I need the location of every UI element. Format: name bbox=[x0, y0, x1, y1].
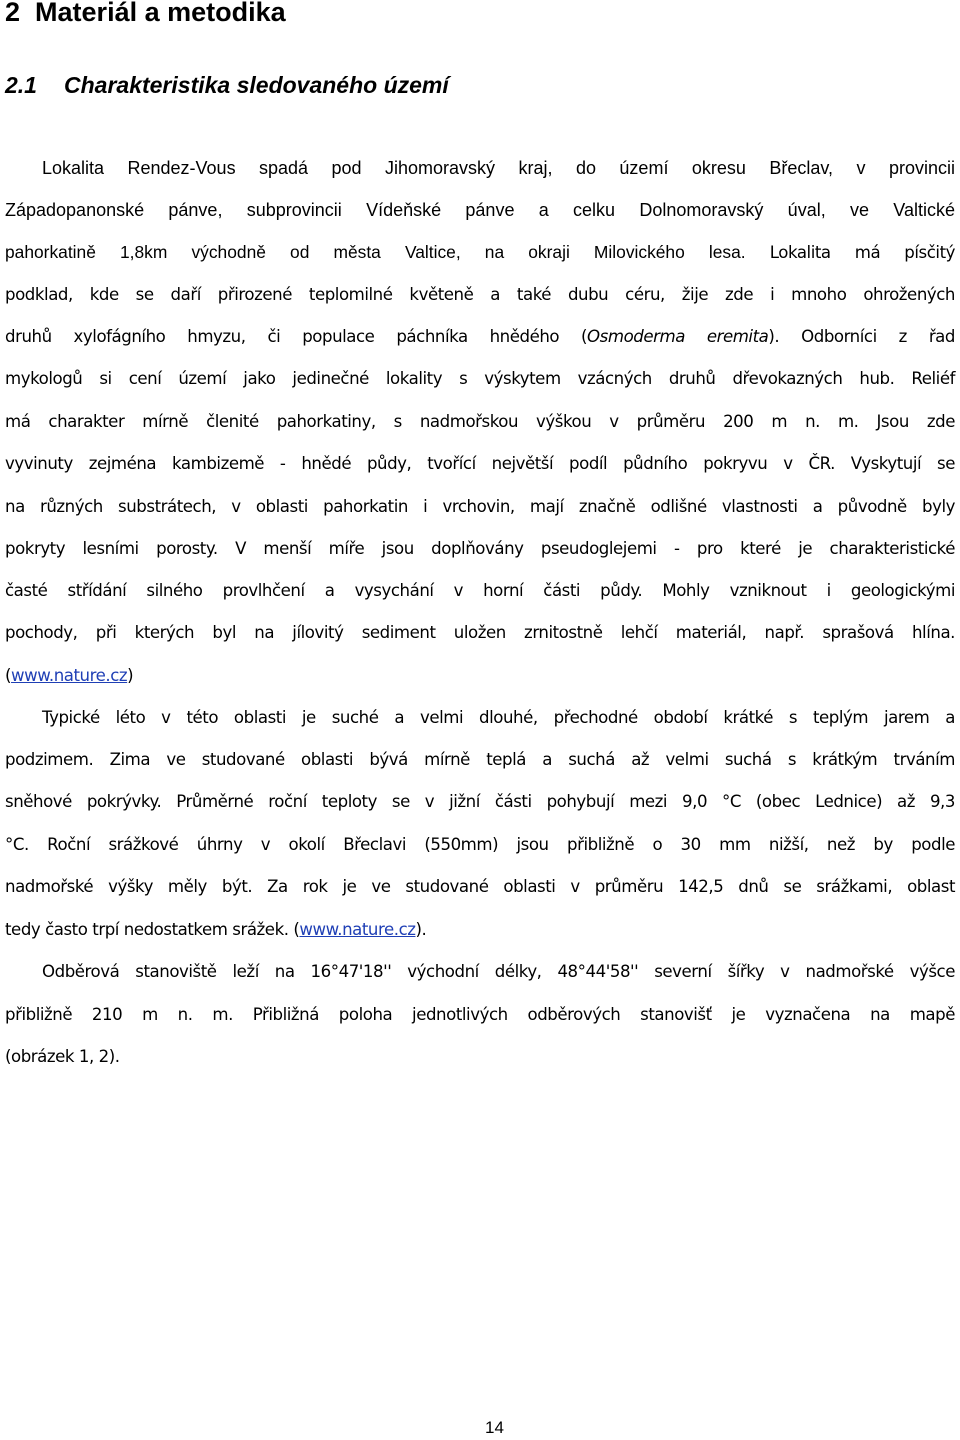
paragraph-1-line-3: pahorkatině 1,8km východně od města Valtice, na okraji Milovického lesa. Lokalita má písčitý bbox=[5, 242, 955, 262]
section-title: Charakteristika sledovaného území bbox=[64, 72, 449, 98]
paragraph-1-line-5: druhů xylofágního hmyzu, či populace páchníka hnědého (Osmoderma eremita). Odborníci z řad bbox=[5, 327, 955, 346]
paragraph-1-source: (www.nature.cz) bbox=[5, 666, 134, 685]
paragraph-1-line-11: časté střídání silného provlhčení a vysychání v horní části půdy. Mohly vzniknout i geologickými bbox=[5, 581, 955, 600]
paragraph-1-line-2: Západopanonské pánve, subprovincii Vídeňské pánve a celku Dolnomoravský úval, ve Valtické bbox=[5, 200, 955, 220]
source-link[interactable]: www.nature.cz bbox=[11, 666, 128, 685]
paragraph-3-line-3: (obrázek 1, 2). bbox=[5, 1047, 120, 1066]
paragraph-2-line-3: sněhové pokrývky. Průměrné roční teploty se v jižní části pohybují mezi 9,0 °C (obec Lednice) až 9,3 bbox=[5, 792, 955, 811]
paragraph-2-line-2: podzimem. Zima ve studované oblasti bývá mírně teplá a suchá až velmi suchá s krátkým trváním bbox=[5, 750, 955, 769]
paragraph-1-line-1: Lokalita Rendez-Vous spadá pod Jihomoravský kraj, do území okresu Břeclav, v provincii bbox=[42, 158, 955, 178]
paragraph-1-line-8: vyvinuty zejména kambizemě - hnědé půdy, tvořící největší podíl půdního pokryvu v ČR. Vyskytují se bbox=[5, 454, 955, 473]
paragraph-1-line-7: má charakter mírně členité pahorkatiny, s nadmořskou výškou v průměru 200 m n. m. Jsou zde bbox=[5, 412, 955, 431]
paragraph-1-line-10: pokryty lesními porosty. V menší míře jsou doplňovány pseudoglejemi - pro které je charakteristické bbox=[5, 539, 955, 558]
paragraph-1-line-12: pochody, při kterých byl na jílovitý sediment uložen zrnitostně lehčí materiál, např. sprašová hlína. bbox=[5, 623, 955, 642]
section-heading bbox=[5, 69, 449, 101]
paragraph-2-line-6: tedy často trpí nedostatkem srážek. (www.nature.cz). bbox=[5, 920, 427, 939]
source-link-2[interactable]: www.nature.cz bbox=[299, 920, 416, 939]
paragraph-3-line-1: Odběrová stanoviště leží na 16°47'18'' východní délky, 48°44'58'' severní šířky v nadmořské výšce bbox=[42, 962, 955, 981]
paragraph-1-line-4: podklad, kde se daří přirozené teplomilné květeně a také dubu céru, žije zde i mnoho ohrožených bbox=[5, 285, 955, 304]
chapter-title: Materiál a metodika bbox=[35, 0, 286, 27]
paragraph-2-line-5: nadmořské výšky měly být. Za rok je ve studované oblasti v průměru 142,5 dnů se srážkami, oblast bbox=[5, 877, 955, 896]
paragraph-3-line-2: přibližně 210 m n. m. Přibližná poloha jednotlivých odběrových stanovišť je vyznačena na mapě bbox=[5, 1005, 955, 1024]
chapter-heading bbox=[5, 0, 286, 30]
paragraph-1-line-9: na různých substrátech, v oblasti pahorkatin i vrchovin, mají značně odlišné vlastnosti a původně byly bbox=[5, 497, 955, 516]
paragraph-1-line-6: mykologů si cení území jako jedinečné lokality s výskytem vzácných druhů dřevokazných hub. Reliéf bbox=[5, 369, 955, 388]
paragraph-2-line-1: Typické léto v této oblasti je suché a velmi dlouhé, přechodné období krátké s teplým jarem a bbox=[42, 708, 955, 727]
paragraph-2-line-4: °C. Roční srážkové úhrny v okolí Břeclavi (550mm) jsou přibližně o 30 mm nižší, než by podle bbox=[5, 835, 955, 854]
page-number: 14 bbox=[485, 1418, 504, 1437]
species-name: Osmoderma eremita bbox=[587, 327, 769, 346]
chapter-number: 2 bbox=[5, 0, 21, 27]
section-number: 2.1 bbox=[5, 72, 37, 98]
